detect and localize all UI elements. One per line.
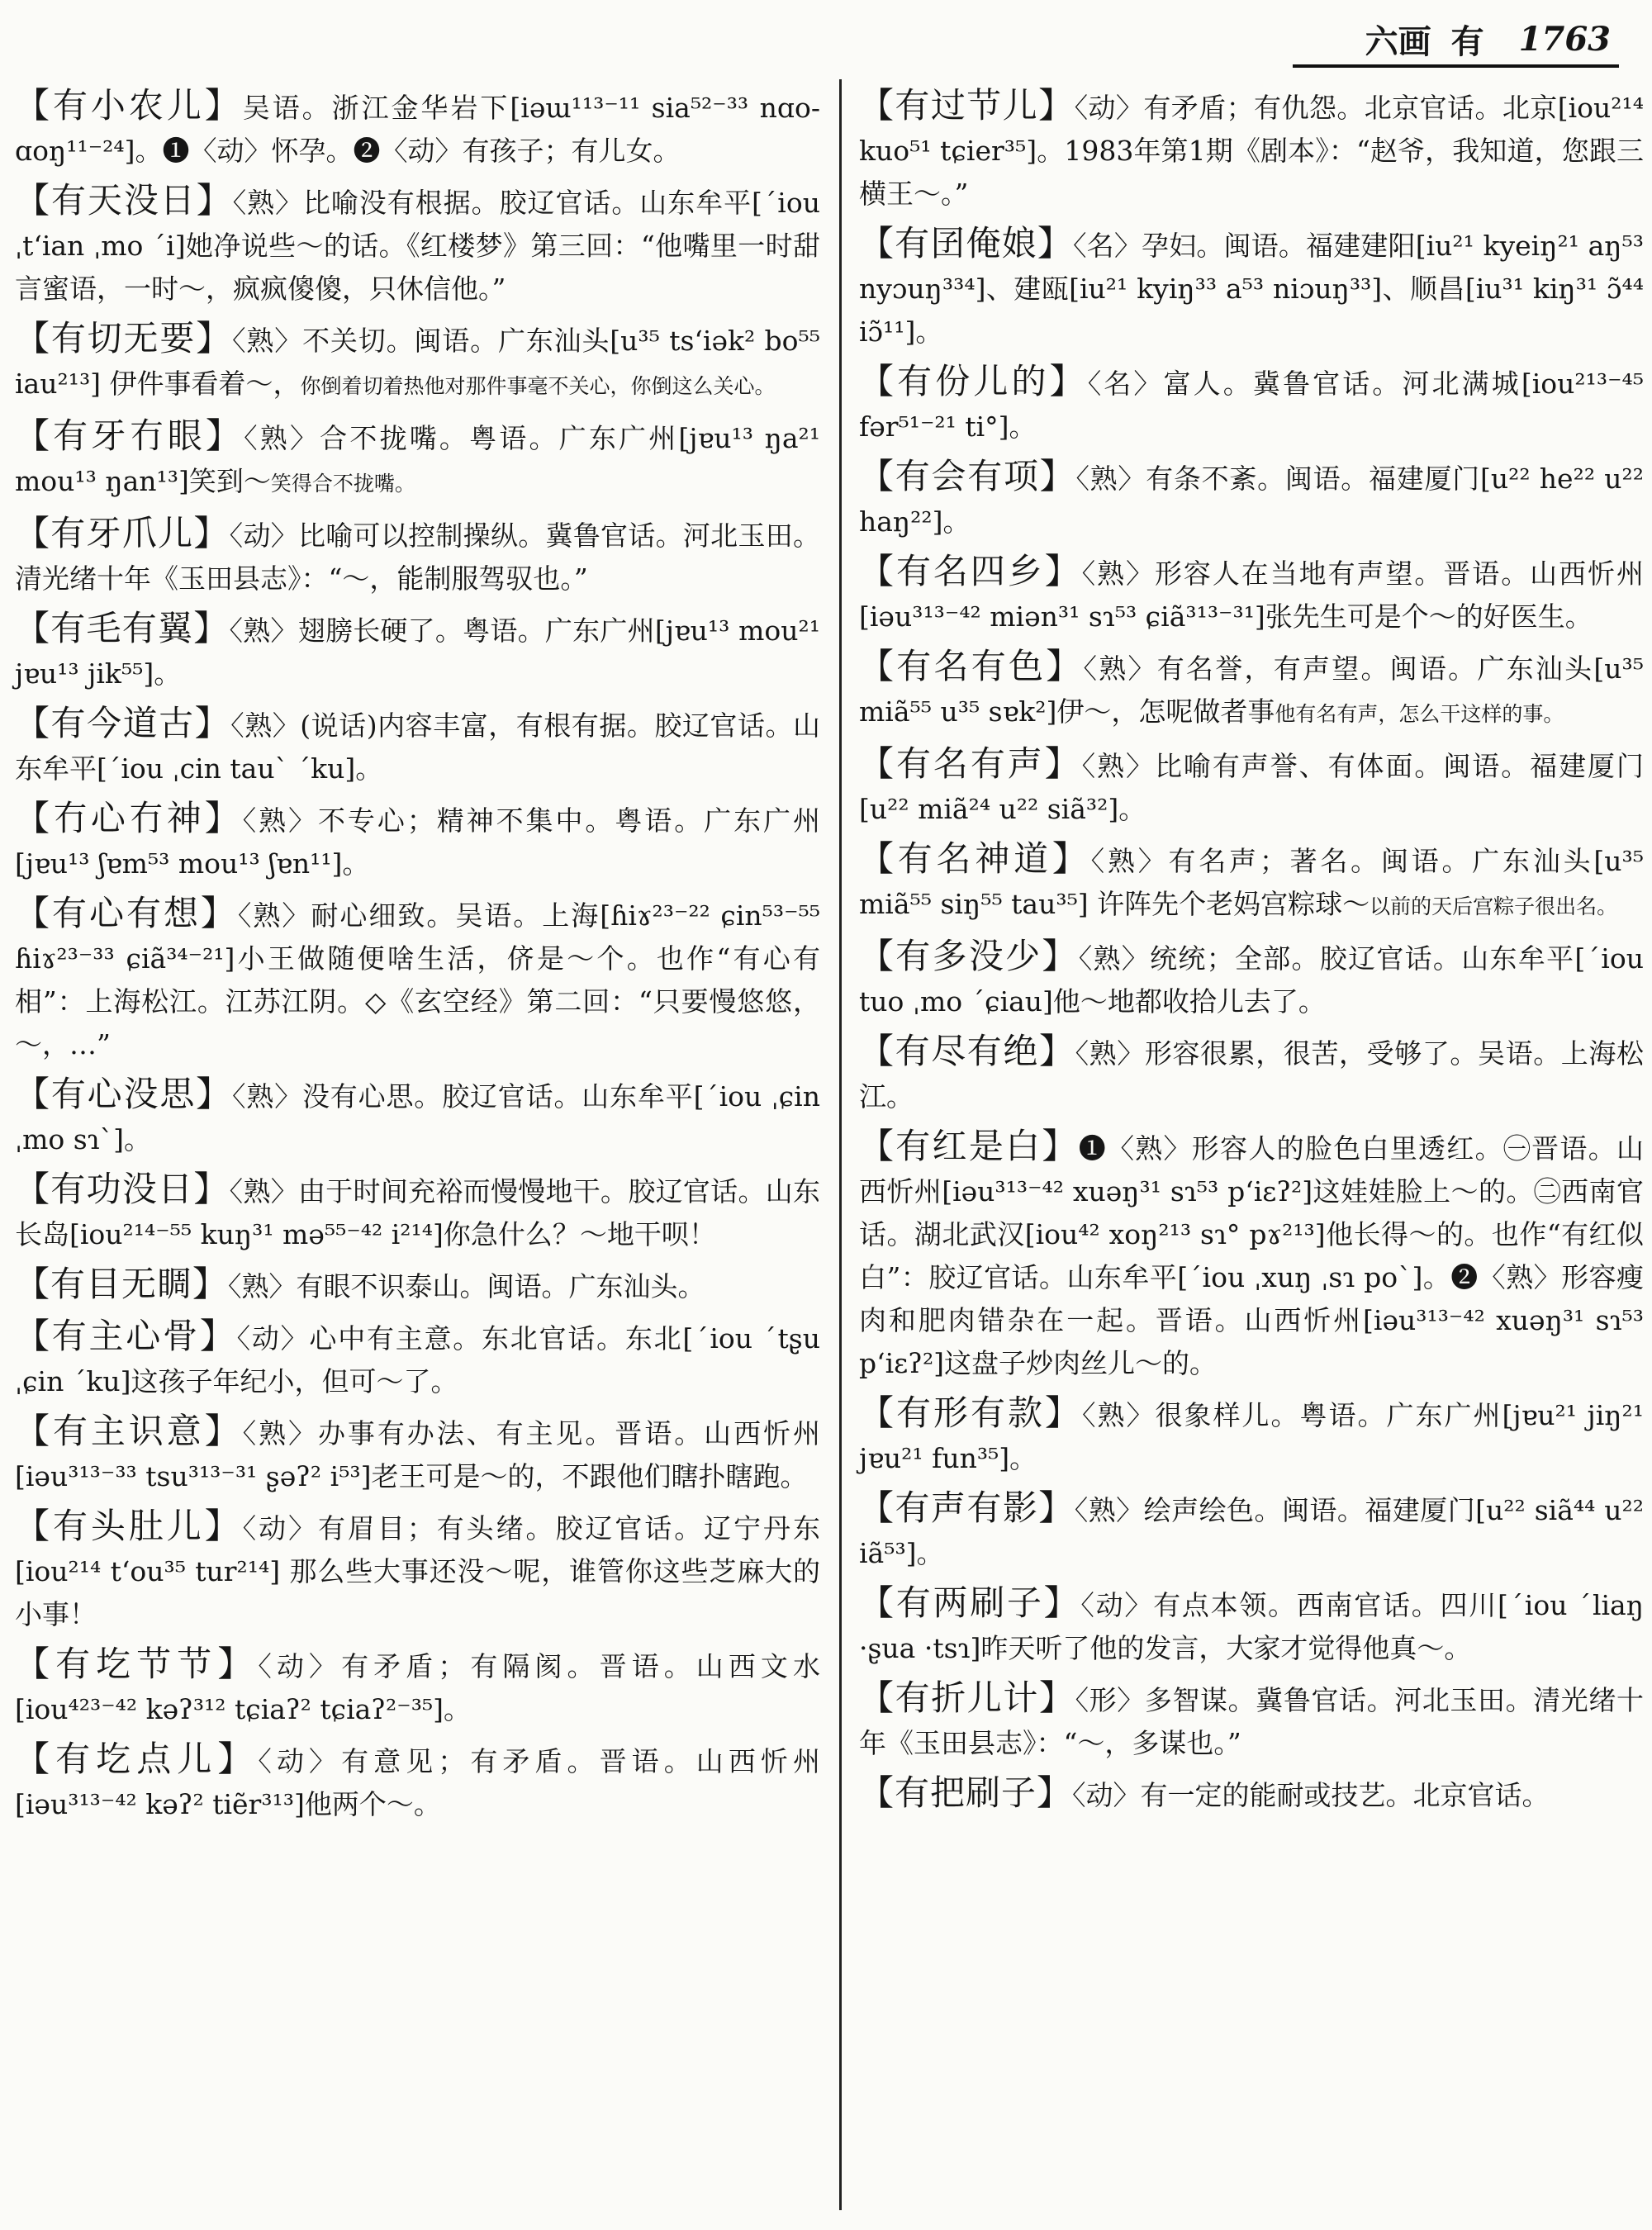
entry-headword: 【有小农儿】 <box>15 85 243 126</box>
entry-gloss-note: 你倒着切着热他对那件事毫不关心，你倒这么关心。 <box>300 374 776 398</box>
column-divider <box>839 79 842 2210</box>
dictionary-entry <box>859 84 1644 216</box>
dictionary-entry <box>15 1505 820 1636</box>
entry-definition: 〈动〉心中有主意。东北官话。东北[ˊiou ˊtʂu ˌɕin ˊku]这孩子年纪小，但可～了。 <box>15 1322 820 1397</box>
entry-headword: 【有头肚儿】 <box>15 1506 243 1546</box>
entry-headword: 【有囝俺娘】 <box>859 223 1074 263</box>
entry-headword: 【有名有色】 <box>859 646 1084 686</box>
entry-definition: 〈熟〉翅膀长硬了。粤语。广东广州[jɐu¹³ mou²¹ jɐu¹³ jik⁵⁵]。 <box>15 614 820 690</box>
entry-headword: 【有会有项】 <box>859 456 1076 496</box>
dictionary-entry <box>859 1125 1644 1385</box>
dictionary-entry <box>859 743 1644 831</box>
entry-definition: 〈熟〉很象样儿。粤语。广东广州[jɐu²¹ jiŋ²¹ jɐu²¹ fun³⁵]。 <box>859 1399 1644 1474</box>
entry-definition: 〈动〉有点本领。西南官话。四川[ˊiou ˊliaŋ ·ʂua ·tsɿ]昨天听了他的发言，大家才觉得他真～。 <box>859 1589 1644 1664</box>
entry-definition: 〈熟〉有名声；著名。闽语。广东汕头[u³⁵ miã⁵⁵ siŋ⁵⁵ tau³⁵] 许阵先个老妈宫粽球～ <box>859 845 1644 920</box>
entry-definition: 〈熟〉比喻有声誉、有体面。闽语。福建厦门[u²² miã²⁴ u²² siã³²]。 <box>859 750 1644 825</box>
entry-headword: 【有名神道】 <box>859 838 1091 879</box>
entry-gloss-note: 他有名有声，怎么干这样的事。 <box>1275 702 1564 726</box>
dictionary-entry <box>15 1410 820 1498</box>
entry-headword: 【有今道古】 <box>15 703 231 743</box>
dictionary-entry <box>15 1738 820 1826</box>
dictionary-entry <box>15 1315 820 1403</box>
dictionary-entry <box>15 84 820 173</box>
dictionary-entry <box>859 550 1644 638</box>
entry-headword: 【有牙爪儿】 <box>15 513 230 553</box>
dictionary-entry <box>15 607 820 695</box>
entry-gloss-note: 以前的天后宫粽子很出名。 <box>1370 894 1618 918</box>
entry-definition: 〈形〉多智谋。冀鲁官话。河北玉田。清光绪十年《玉田县志》：“～，多谋也。” <box>859 1684 1644 1759</box>
entry-headword: 【有形有款】 <box>859 1393 1083 1433</box>
entry-definition: 〈动〉有矛盾；有仇怨。北京官话。北京[iou²¹⁴ kuo⁵¹ tɕier³⁵]。1983年第1期《剧本》：“赵爷，我知道，您跟三横王～。” <box>859 92 1644 210</box>
entry-definition: 吴语。浙江金华岩下[iəɯ¹¹³⁻¹¹ sia⁵²⁻³³ nɑo-ɑoŋ¹¹⁻²⁴]。❶〈动〉怀孕。❷〈动〉有孩子；有儿女。 <box>15 92 820 167</box>
page-header <box>1301 15 1611 63</box>
left-column <box>15 84 820 1833</box>
entry-definition: 〈熟〉有眼不识泰山。闽语。广东汕头。 <box>228 1270 705 1302</box>
entry-headword: 【有圪节节】 <box>15 1644 259 1684</box>
dictionary-entry <box>15 1643 820 1731</box>
entry-headword: 【冇心冇神】 <box>15 798 243 838</box>
entry-definition: 〈动〉有眉目；有头绪。胶辽官话。辽宁丹东[iou²¹⁴ tʻou³⁵ tur²¹⁴] 那么些大事还没～呢，谁管你这些芝麻大的小事！ <box>15 1512 820 1630</box>
header-section: 六画 <box>1365 21 1431 61</box>
entry-headword: 【有主心骨】 <box>15 1316 237 1356</box>
dictionary-entry <box>859 455 1644 543</box>
dictionary-entry <box>15 317 820 408</box>
dictionary-entry <box>15 1263 820 1308</box>
entry-definition: 〈熟〉有名誉，有声望。闽语。广东汕头[u³⁵ miã⁵⁵ u³⁵ sɐk²]伊～，怎呢做者事 <box>859 652 1644 728</box>
entry-headword: 【有心没思】 <box>15 1074 232 1114</box>
dictionary-entry <box>15 702 820 790</box>
entry-headword: 【有目无睭】 <box>15 1264 229 1304</box>
entry-definition: 〈名〉富人。冀鲁官话。河北满城[iou²¹³⁻⁴⁵ fər⁵¹⁻²¹ ti°]。 <box>859 368 1644 443</box>
dictionary-entry <box>15 512 820 600</box>
entry-headword: 【有声有影】 <box>859 1487 1075 1528</box>
dictionary-entry <box>15 892 820 1066</box>
page-number: 1763 <box>1518 19 1611 59</box>
dictionary-entry <box>15 415 820 505</box>
dictionary-entry <box>859 360 1644 448</box>
dictionary-entry <box>859 1582 1644 1670</box>
header-char: 有 <box>1450 21 1484 61</box>
entry-definition: 〈熟〉形容很累，很苦，受够了。吴语。上海松江。 <box>859 1037 1644 1113</box>
dictionary-entry <box>15 1168 820 1256</box>
entry-headword: 【有切无要】 <box>15 318 233 358</box>
entry-definition: 〈熟〉不关切。闽语。广东汕头[u³⁵ tsʻiək² bo⁵⁵ iau²¹³] 伊件事看着～， <box>15 325 820 400</box>
dictionary-entry <box>859 1487 1644 1575</box>
entry-headword: 【有牙冇眼】 <box>15 415 244 456</box>
entry-definition: 〈熟〉不专心；精神不集中。粤语。广东广州[jɐu¹³ ʃɐm⁵³ mou¹³ ʃɐn¹¹]。 <box>15 804 820 880</box>
dictionary-entry <box>15 797 820 885</box>
entry-headword: 【有份儿的】 <box>859 361 1088 401</box>
entry-headword: 【有红是白】 <box>859 1126 1079 1166</box>
entry-definition: 〈熟〉合不拢嘴。粤语。广东广州[jɐu¹³ ŋa²¹ mou¹³ ŋan¹³]笑到～ <box>15 422 820 497</box>
entry-definition: 〈动〉有一定的能耐或技艺。北京官话。 <box>1072 1779 1550 1811</box>
entry-definition: 〈熟〉统统；全部。胶辽官话。山东牟平[ˊiou tuo ˌmo ˊɕiau]他～地都收拾儿去了。 <box>859 942 1644 1018</box>
dictionary-entry <box>859 837 1644 928</box>
dictionary-entry <box>859 1392 1644 1480</box>
entry-definition: 〈动〉有意见；有矛盾。晋语。山西忻州[iəu³¹³⁻⁴² kəʔ² tiẽr³¹³]他两个～。 <box>15 1745 820 1820</box>
entry-headword: 【有圪点儿】 <box>15 1739 259 1779</box>
dictionary-entry <box>859 1772 1644 1817</box>
entry-definition: 〈熟〉没有心思。胶辽官话。山东牟平[ˊiou ˌɕin ˌmo sɿˋ]。 <box>15 1080 820 1155</box>
header-rule <box>1293 64 1619 68</box>
dictionary-entry <box>859 222 1644 353</box>
dictionary-entry <box>859 935 1644 1023</box>
entry-definition: 〈熟〉形容人在当地有声望。晋语。山西忻州[iəu³¹³⁻⁴² miən³¹ sɿ⁵³ ɕiã³¹³⁻³¹]张先生可是个～的好医生。 <box>859 558 1644 633</box>
entry-headword: 【有毛有翼】 <box>15 608 230 648</box>
entry-definition: 〈熟〉耐心细致。吴语。上海[ɦiɤ²³⁻²² ɕin⁵³⁻⁵⁵ ɦiɤ²³⁻³³ ɕiã³⁴⁻²¹]小王做随便啥生活，侪是～个。也作“有心有相”：上海松江。江苏江阴。◇《玄空经》第二回：“只要慢悠悠，～，…” <box>15 899 820 1060</box>
dictionary-entry <box>859 645 1644 736</box>
entry-headword: 【有名有声】 <box>859 743 1082 784</box>
entry-headword: 【有尽有绝】 <box>859 1031 1075 1071</box>
entry-definition: 〈熟〉办事有办法、有主见。晋语。山西忻州[iəu³¹³⁻³³ tsu³¹³⁻³¹ ʂəʔ² i⁵³]老王可是～的，不跟他们瞎扑瞎跑。 <box>15 1417 820 1492</box>
entry-headword: 【有天没日】 <box>15 180 233 221</box>
entry-headword: 【有名四乡】 <box>859 551 1082 591</box>
entry-headword: 【有过节儿】 <box>859 85 1075 126</box>
entry-definition: 〈熟〉由于时间充裕而慢慢地干。胶辽官话。山东长岛[iou²¹⁴⁻⁵⁵ kuŋ³¹ mə⁵⁵⁻⁴² i²¹⁴]你急什么？～地干呗！ <box>15 1175 820 1250</box>
dictionary-entry <box>859 1030 1644 1118</box>
entry-headword: 【有折儿计】 <box>859 1677 1075 1718</box>
entry-headword: 【有主识意】 <box>15 1411 243 1451</box>
right-column <box>859 84 1644 1824</box>
entry-headword: 【有两刷子】 <box>859 1582 1081 1623</box>
entry-definition: 〈动〉有矛盾；有隔阂。晋语。山西文水[iou⁴²³⁻⁴² kəʔ³¹² tɕiaʔ² tɕiaʔ²⁻³⁵]。 <box>15 1650 820 1725</box>
dictionary-entry <box>15 1073 820 1161</box>
entry-definition: 〈名〉孕妇。闽语。福建建阳[iu²¹ kyeiŋ²¹ aŋ⁵³ nyɔuŋ³³⁴]、建瓯[iu²¹ kyiŋ³³ a⁵³ niɔuŋ³³]、顺昌[iu³¹ kiŋ³¹ ɔ̃⁴⁴ iɔ̃¹¹]。 <box>859 230 1644 348</box>
entry-definition: 〈熟〉比喻没有根据。胶辽官话。山东牟平[ˊiou ˌtʻian ˌmo ˊi]她净说些～的话。《红楼梦》第三回：“他嘴里一时甜言蜜语，一时～，疯疯傻傻，只休信他。” <box>15 187 820 305</box>
entry-headword: 【有把刷子】 <box>859 1772 1073 1813</box>
entry-headword: 【有心有想】 <box>15 893 238 933</box>
entry-definition: ❶〈熟〉形容人的脸色白里透红。㊀晋语。山西忻州[iəu³¹³⁻⁴² xuəŋ³¹ sɿ⁵³ pʻiɛʔ²]这娃娃脸上～的。㊁西南官话。湖北武汉[iou⁴² xoŋ²¹³ sɿ° pɤ²¹³]他长得～的。也作“有红似白”：胶辽官话。山东牟平[ˊiou ˌxuŋ ˌsɿ poˋ]。❷〈熟〉形容瘦肉和肥肉错杂在一起。晋语。山西忻州[iəu³¹³⁻⁴² xuəŋ³¹ sɿ⁵³ pʻiɛʔ²]这盘子炒肉丝儿～的。 <box>859 1132 1644 1379</box>
entry-definition: 〈动〉比喻可以控制操纵。冀鲁官话。河北玉田。清光绪十年《玉田县志》：“～，能制服驾驭也。” <box>15 520 820 595</box>
dictionary-entry <box>859 1677 1644 1765</box>
dictionary-entry <box>15 179 820 311</box>
entry-gloss-note: 笑得合不拢嘴。 <box>270 472 415 496</box>
entry-headword: 【有功没日】 <box>15 1169 230 1209</box>
entry-definition: 〈熟〉有条不紊。闽语。福建厦门[u²² he²² u²² haŋ²²]。 <box>859 463 1644 538</box>
entry-definition: 〈熟〉绘声绘色。闽语。福建厦门[u²² siã⁴⁴ u²² iã⁵³]。 <box>859 1494 1644 1569</box>
entry-headword: 【有多没少】 <box>859 936 1079 976</box>
entry-definition: 〈熟〉(说话)内容丰富，有根有据。胶辽官话。山东牟平[ˊiou ˌcin tauˋ ˊku]。 <box>15 709 820 785</box>
